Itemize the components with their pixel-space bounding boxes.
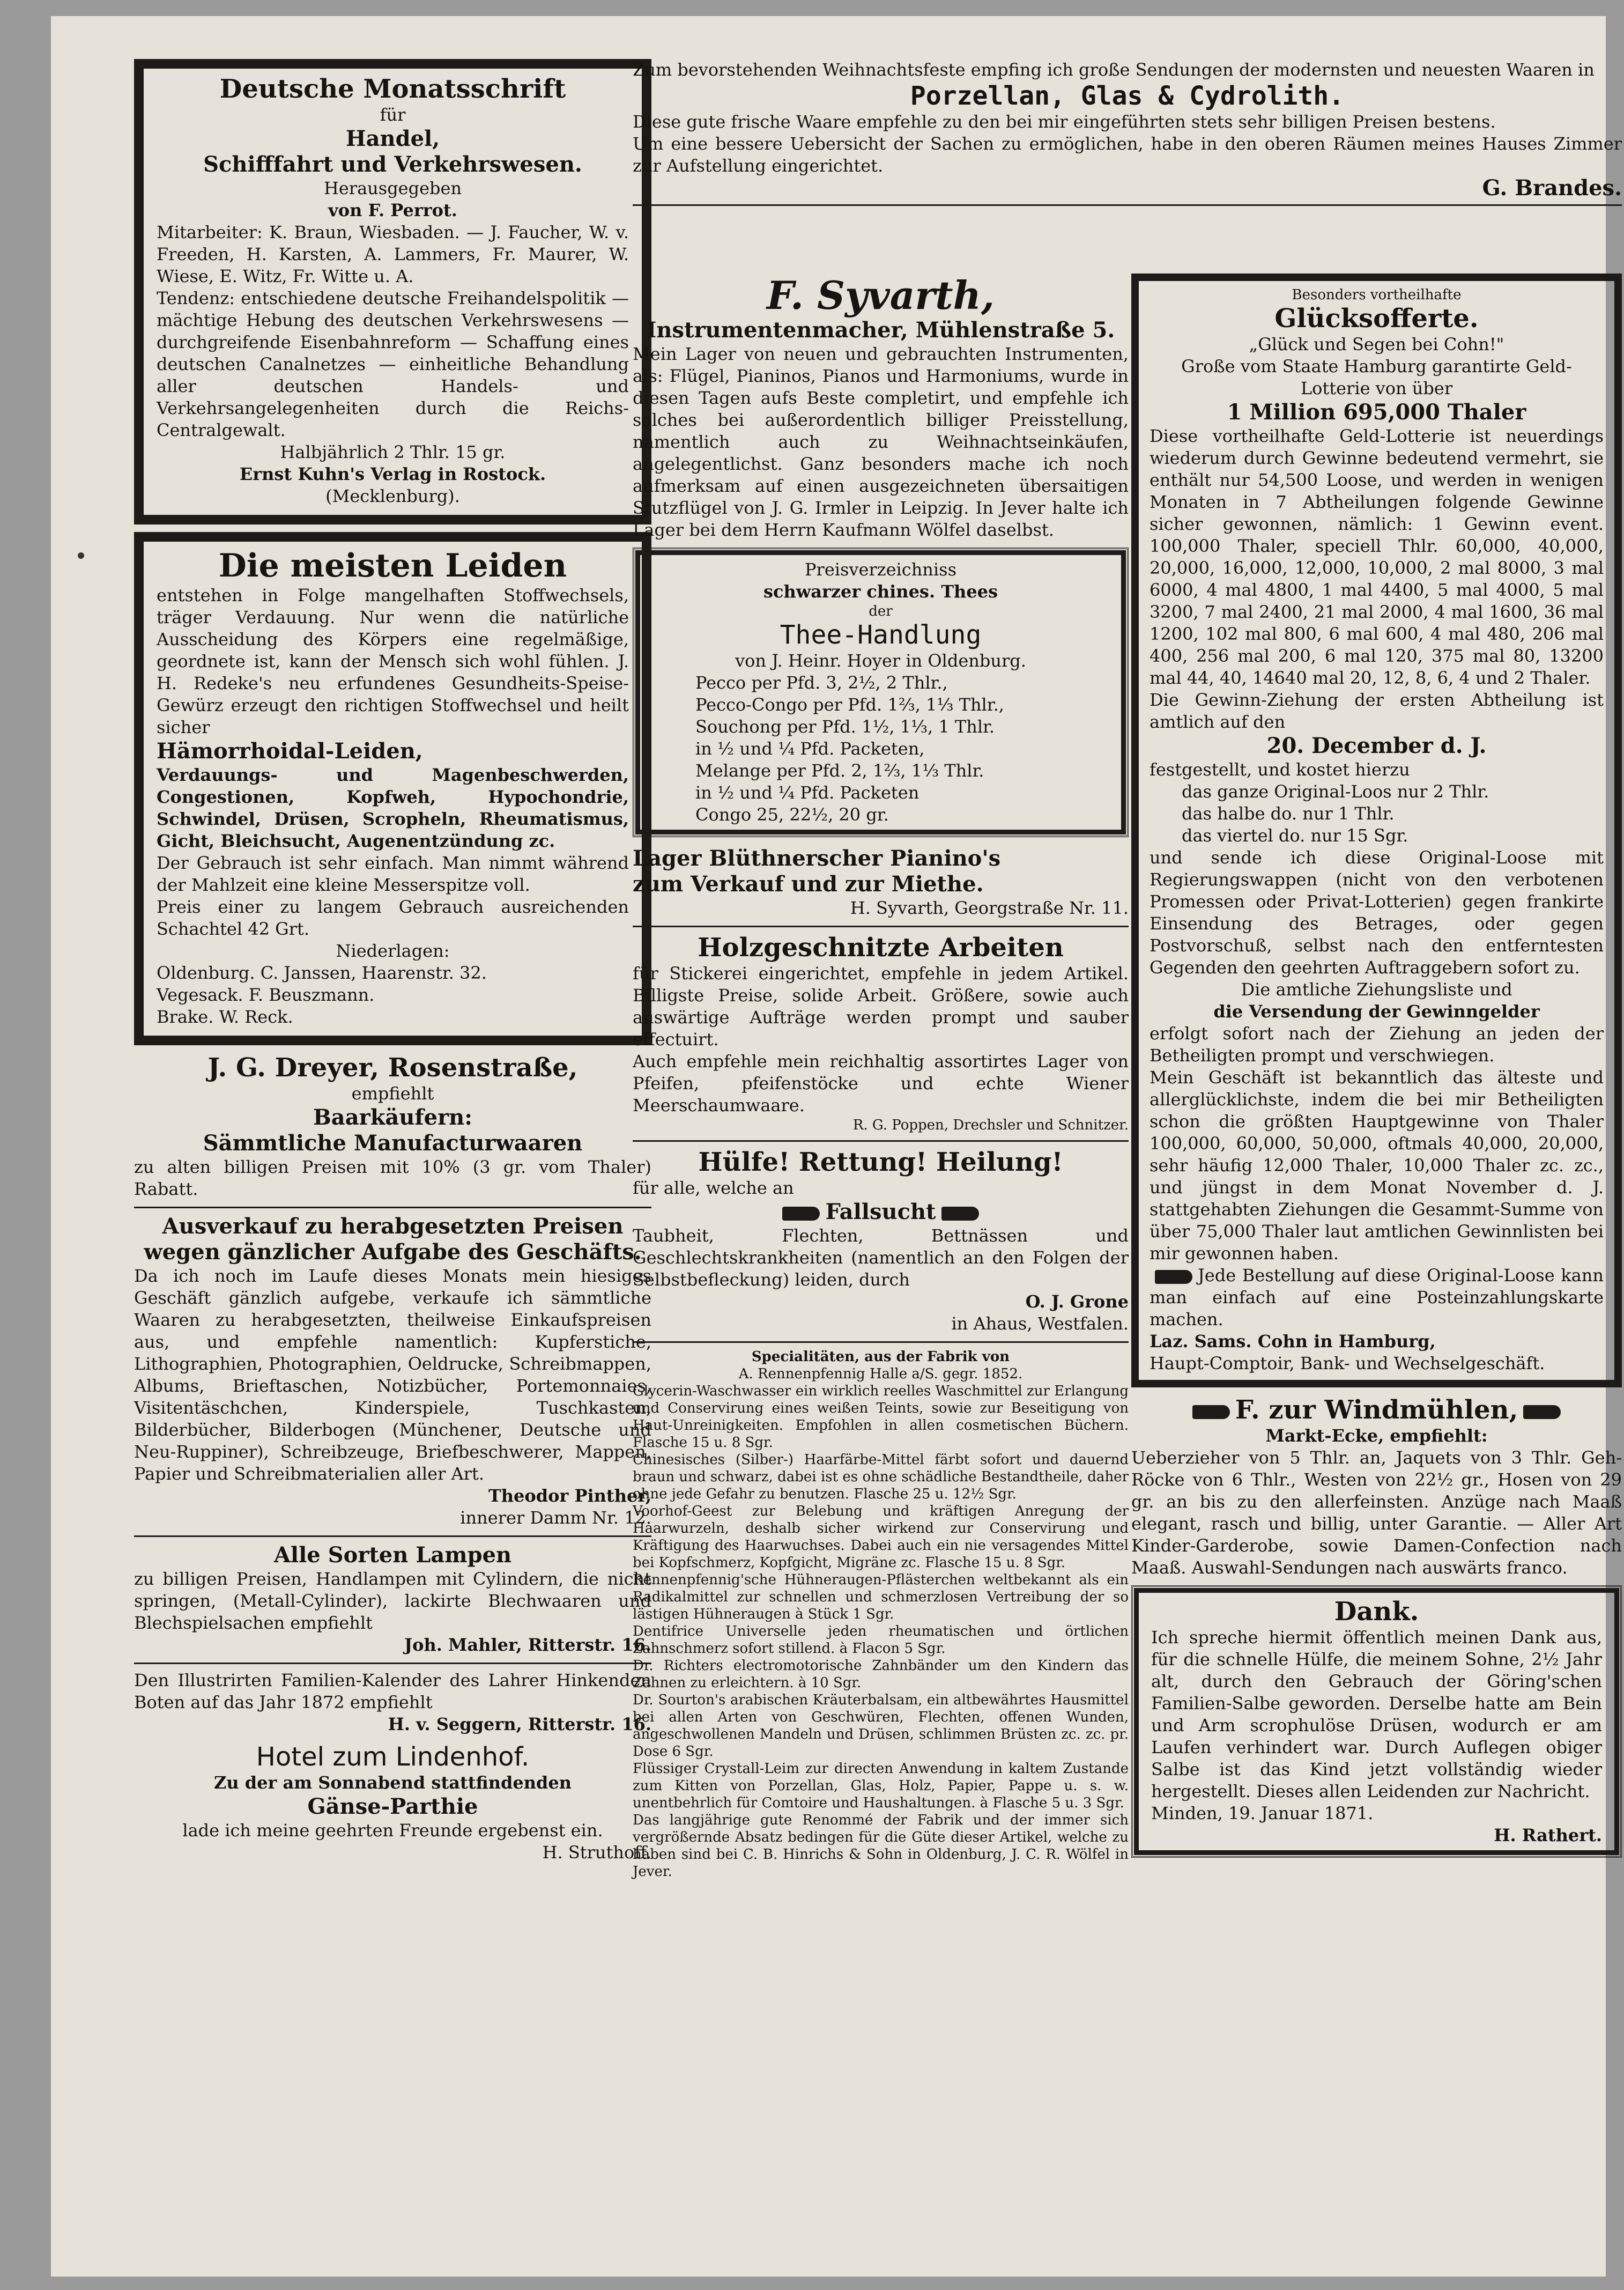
column-middle (633, 274, 1129, 1887)
thee-l3: der (869, 603, 893, 619)
lampen-sign: Joh. Mahler, Ritterstr. 16. (404, 1635, 651, 1655)
special-h1: Specialitäten, aus der Fabrik von (751, 1349, 1010, 1365)
monatsschrift-preis: Halbjährlich 2 Thlr. 15 gr. (280, 442, 506, 462)
thee-l1: Preisverzeichniss (805, 559, 956, 580)
gluecks-t7: erfolgt sofort nach der Ziehung an jeden der Betheiligten prompt und verschwiegen. (1150, 1023, 1604, 1066)
windmuehlen-title: F. zur Windmühlen, (1235, 1395, 1518, 1425)
holz-title: Holzgeschnitzte Arbeiten (698, 933, 1064, 963)
pointing-hand-right-icon (1192, 1405, 1230, 1419)
kalender-text: Den Illustrirten Familien-Kalender des Lahrer Hinkenden Boten auf das Jahr 1872 empfiehlt (134, 1670, 651, 1712)
ad-kalender (134, 1670, 651, 1735)
ad-leiden (134, 532, 651, 1045)
gluecks-date: 20. December d. J. (1266, 733, 1487, 758)
pointing-hand-right-icon (782, 1207, 820, 1221)
ad-dank (1131, 1585, 1622, 1858)
syvarth-text: Mein Lager von neuen und gebrauchten Instrumenten, als: Flügel, Pianinos, Pianos und Harmoniums, wurde in diesen Tagen aufs Beste completirt, und empfehle ich solches bei außerordentlich billiger Preisstellung, namentlich auch zu Weihnachtseinkäufen, angelegentlichst. Ganz besonders mache ich noch aufmerksam auf einen ausgezeichneten übersaitigen Stutzflügel von J. G. Irmler in Leipzig. In Jever halte ich Lager bei dem Herrn Kaufmann Wölfel daselbst. (633, 344, 1129, 540)
ad-ausverkauf (134, 1214, 651, 1529)
ad-huelfe (633, 1147, 1129, 1335)
leiden-n3: Brake. W. Reck. (157, 1007, 293, 1027)
monatsschrift-hg: Herausgegeben (323, 178, 462, 198)
gluecks-t8: Mein Geschäft ist bekanntlich das älteste und allerglücklichste, indem die bei mir Betheiligten schon die größten Hauptgewinne von Thaler 100,000, 60,000, 50,000, oftmals 40,000, 20,000, sehr häufig 12,000 Thaler, 10,000 Thaler zc. zc., und jüngst in dem Monat November d. J. stattgehabten Ziehungen die Gesammt-Summe von über 75,000 Thaler laut amtlichen Gewinnlisten bei mir gewonnen haben. (1150, 1067, 1604, 1264)
gluecks-title: Glücksofferte. (1274, 304, 1479, 334)
monatsschrift-fuer: für (380, 105, 406, 125)
thee-p2: Pecco-Congo per Pfd. 1⅔, 1⅓ Thlr., (695, 695, 1004, 715)
ausverkauf-text: Da ich noch im Laufe dieses Monats mein hiesiges Geschäft gänzlich aufgebe, verkaufe ich sämmtliche Waaren zu herabgesetzten, theilweise Einkaufspreisen aus, und empfehle namentlich: Kupferstiche, Lithographien, Photographien, Oeldrucke, Schreibmappen, Albums, Brieftaschen, Notizbücher, Portemonnaies, Visitentäschchen, Kinderspiele, Tuschkasten, Bilderbücher, Bilderbogen (Münchener, Deutsche und Neu-Ruppiner), Schreibzeuge, Briefbeschwerer, Mappen, Papier und Schreibmaterialien aller Art. (134, 1266, 651, 1484)
syvarth-title: F. Syvarth, (767, 272, 995, 318)
pointing-hand-icon (1155, 1270, 1192, 1284)
rule (633, 204, 1622, 206)
special-foot: Das langjährige gute Renommé der Fabrik und der immer sich vergrößernde Absatz bedingen für die Güte dieser Artikel, welche zu haben sind bei C. B. Hinrichs & Sohn in Oldenburg, J. C. R. Wölfel in Jever. (633, 1812, 1129, 1880)
leiden-text3: Der Gebrauch ist sehr einfach. Man nimmt während der Mahlzeit eine kleine Messerspitze voll. (157, 853, 629, 895)
brandes-big: Porzellan, Glas & Cydrolith. (910, 81, 1345, 111)
special-h2: A. Rennenpfennig Halle a/S. gegr. 1852. (738, 1366, 1023, 1382)
lampen-text: zu billigen Preisen, Handlampen mit Cylindern, die nicht springen, (Metall-Cylinder), lackirte Blechwaaren und Blechspielsachen empfiehlt (134, 1569, 651, 1633)
leiden-text2: Verdauungs- und Magenbeschwerden, Congestionen, Kopfweh, Hypochondrie, Schwindel, Drüsen, Scropheln, Rheumatismus, Gicht, Bleichsucht, Augenentzündung zc. (157, 765, 629, 851)
special-item: Dentifrice Universelle jeden rheumatischen und örtlichen Zahnschmerz sofort stillend. à Flacon 5 Sgr. (633, 1623, 1129, 1657)
leiden-text4: Preis einer zu langem Gebrauch ausreichenden Schachtel 42 Grt. (157, 897, 629, 939)
gluecks-r3: das viertel do. nur 15 Sgr. (1182, 825, 1408, 846)
thee-p3: Souchong per Pfd. 1½, 1⅓, 1 Thlr. (695, 716, 995, 737)
ad-hotel (134, 1742, 651, 1864)
huelfe-title: Hülfe! Rettung! Heilung! (698, 1147, 1063, 1177)
holz-text: für Stickerei eingerichtet, empfehle in jedem Artikel. Billigste Preise, solide Arbeit. Größere, sowie auch auswärtige Aufträge werden prompt und sauber effectuirt. (633, 963, 1129, 1050)
huelfe-l1: für alle, welche an (633, 1178, 794, 1198)
leiden-text1: entstehen in Folge mangelhaften Stoffwechsels, träger Verdauung. Nur wenn die natürliche Ausscheidung des Körpers eine regelmäßige, geordnete ist, kann der Mensch sich wohl fühlen. J. H. Redeke's neu erfundenes Gesundheits-Speise-Gewürz erzeugt den richtigen Stoffwechsel und heilt sicher (157, 585, 629, 737)
ad-thee (633, 548, 1129, 837)
gluecks-t6: die Versendung der Gewinngelder (1213, 1001, 1540, 1022)
gluecks-t4: und sende ich diese Original-Loose mit Regierungswappen (nicht von den verbotenen Promessen oder Privat-Lotterien) gegen frankirte Einsendung des Betrages, oder gegen Postvorschuß, selbst nach den entferntesten Gegenden den geehrten Auftraggebern sofort zu. (1150, 847, 1604, 978)
bluethner-l2: zum Verkauf und zur Miethe. (633, 871, 984, 897)
special-item: Glycerin-Waschwasser ein wirklich reelles Waschmittel zur Erlangung und Conservirung eines weißen Teints, sowie zur Beseitigung von Haut-Unreinigkeiten. Empfohlen in allen cosmetischen Büchern. Flasche 15 u. 8 Sgr. (633, 1383, 1129, 1451)
bluethner-l1: Lager Blüthnerscher Pianino's (633, 846, 1001, 871)
thee-p7: Congo 25, 22½, 20 gr. (695, 804, 889, 825)
monatsschrift-tendenz: Tendenz: entschiedene deutsche Freihandelspolitik — mächtige Hebung des deutschen Verkehrswesens — durchgreifende Eisenbahnreform — Schaffung eines deutschen Canalnetzes — einheitliche Behandlung aller deutschen Handels- und Verkehrsangelegenheiten durch die Reichs-Centralgewalt. (157, 288, 629, 440)
gluecks-t2: Die Gewinn-Ziehung der ersten Abtheilung ist amtlich auf den (1150, 690, 1604, 732)
windmuehlen-text: Ueberzieher von 5 Thlr. an, Jaquets von 3 Thlr. Geh-Röcke von 6 Thlr., Westen von 22½ gr., Hosen von 29 gr. an bis zu den allerfeinsten. Anzüge nach Maaß elegant, rasch und billig, unter Garantie. — Aller Art Kinder-Garderobe, sowie Damen-Confection nach Maaß. Auswahl-Sendungen nach auswärts franco. (1131, 1447, 1622, 1578)
gluecks-l2: „Glück und Segen bei Cohn!" (1249, 334, 1504, 354)
monatsschrift-verlag: Ernst Kuhn's Verlag in Rostock. (239, 464, 546, 484)
hotel-sign: H. Struthoff. (542, 1842, 651, 1863)
huelfe-sign: O. J. Grone (1025, 1291, 1129, 1312)
thee-p6: in ½ und ¼ Pfd. Packeten (695, 782, 919, 803)
gluecks-r1: das ganze Original-Loos nur 2 Thlr. (1182, 781, 1489, 802)
gluecks-t9: Jede Bestellung auf diese Original-Loose kann man einfach auf eine Posteinzahlungskarte machen. (1150, 1265, 1604, 1329)
monatsschrift-line1: Handel, (345, 126, 440, 151)
rule (134, 1663, 651, 1664)
brandes-text1: Zum bevorstehenden Weihnachtsfeste empfing ich große Sendungen der modernsten und neuesten Waaren in (633, 60, 1595, 80)
ad-bluethner (633, 846, 1129, 919)
monatsschrift-title: Deutsche Monatsschrift (219, 74, 566, 104)
dreyer-title: J. G. Dreyer, Rosenstraße, (207, 1053, 578, 1083)
rule (134, 1207, 651, 1208)
ad-dreyer (134, 1053, 651, 1200)
gluecks-l1: Besonders vortheilhafte (1292, 287, 1462, 303)
special-item: Chinesisches (Silber-) Haarfärbe-Mittel färbt sofort und dauernd braun und schwarz, dabei ist es ohne schädliche Bestandtheile, daher ohne jede Gefahr zu benutzen. Flasche 25 u. 12½ Sgr. (633, 1452, 1129, 1502)
ad-special (633, 1348, 1129, 1880)
rule (633, 926, 1129, 927)
monatsschrift-von: von F. Perrot. (328, 200, 457, 220)
bluethner-sign: H. Syvarth, Georgstraße Nr. 11. (850, 898, 1129, 918)
brandes-sign: G. Brandes. (1482, 175, 1622, 201)
thee-title: Thee-Handlung (780, 620, 982, 650)
gluecks-text: Diese vortheilhafte Geld-Lotterie ist neuerdings wiederum durch Gewinne bedeutend vermehrt, sie enthält nur 54,500 Loose, und werden in wenigen Monaten in 7 Abtheilungen folgende Gewinne sicher gewonnen, nämlich: 1 Gewinn event. 100,000 Thaler, speciell Thlr. 60,000, 40,000, 20,000, 16,000, 12,000, 10,000, 2 mal 8000, 3 mal 6000, 4 mal 4800, 1 mal 4400, 5 mal 4000, 5 mal 3200, 7 mal 2400, 21 mal 2000, 4 mal 1600, 36 mal 1200, 102 mal 800, 6 mal 600, 4 mal 480, 206 mal 400, 256 mal 200, 6 mal 120, 375 mal 80, 13200 mal 44, 40, 14640 mal 20, 12, 8, 6, 4 und 2 Thaler. (1150, 426, 1604, 688)
monatsschrift-ort: (Mecklenburg). (325, 486, 460, 506)
special-item: Voorhof-Geest zur Belebung und kräftigen Anregung der Haarwurzeln, deshalb sicher wirkend zur Conservirung und Kräftigung des Haarwuchses. Dabei auch ein nie versagendes Mittel bei Kopfschmerz, Kopfgicht, Migräne zc. Flasche 15 u. 8 Sgr. (633, 1503, 1129, 1571)
dank-sign: H. Rathert. (1494, 1825, 1602, 1845)
dreyer-manu: Sämmtliche Manufacturwaaren (203, 1131, 583, 1156)
leiden-n2: Vegesack. F. Beuszmann. (157, 985, 375, 1005)
thee-p4: in ½ und ¼ Pfd. Packeten, (695, 738, 925, 759)
page-mark-dot (78, 552, 84, 559)
huelfe-l2: Fallsucht (825, 1199, 936, 1224)
leiden-haemorrhoidal: Hämorrhoidal-Leiden, (157, 738, 423, 764)
rule (134, 1535, 651, 1537)
holz-text2: Auch empfehle mein reichhaltig assortirtes Lager von Pfeifen, pfeifenstöcke und echte Wiener Meerschaumwaare. (633, 1051, 1129, 1116)
ad-gluecks (1131, 274, 1622, 1387)
special-item: Rennenpfennig'sche Hühneraugen-Pflästerchen weltbekannt als ein Radikalmittel zur schnellen und schmerzlosen Vertreibung der so lästigen Hühneraugen à Stück 1 Sgr. (633, 1572, 1129, 1622)
gluecks-t3: festgestellt, und kostet hierzu (1150, 759, 1410, 780)
kalender-sign: H. v. Seggern, Ritterstr. 16. (388, 1714, 651, 1734)
leiden-niederlagen: Niederlagen: (336, 941, 450, 961)
rule (633, 1140, 1129, 1142)
column-left (134, 59, 651, 1870)
dank-text: Ich spreche hiermit öffentlich meinen Dank aus, für die schnelle Hülfe, die meinem Sohne, 2½ Jahr alt, durch den Gebrauch der Göring'schen Familien-Salbe geworden. Derselbe hatte am Bein und Arm scrophulöse Drüsen, wodurch er am Laufen verhindert war. Durch Auflegen obiger Salbe ist das Kind jetzt vollständig wieder hergestellt. Dieses allen Leidenden zur Nachricht. (1151, 1627, 1602, 1801)
newspaper-page (51, 16, 1622, 2277)
leiden-n1: Oldenburg. C. Janssen, Haarenstr. 32. (157, 963, 487, 983)
monatsschrift-line2: Schifffahrt und Verkehrswesen. (203, 152, 582, 177)
special-item: Flüssiger Crystall-Leim zur directen Anwendung in kaltem Zustande zum Kitten von Porzellan, Glas, Holz, Papier, Pappe u. s. w. unentbehrlich für Comtoire und Haushaltungen. à Flasche 5 u. 3 Sgr. (633, 1761, 1129, 1811)
ad-syvarth (633, 274, 1129, 541)
gluecks-sign: Laz. Sams. Cohn in Hamburg, (1150, 1331, 1436, 1351)
syvarth-sub: Instrumentenmacher, Mühlenstraße 5. (646, 317, 1115, 343)
huelfe-ort: in Ahaus, Westfalen. (951, 1313, 1129, 1334)
ausverkauf-sign: Theodor Pinther, (488, 1486, 651, 1506)
brandes-text2: Diese gute frische Waare empfehle zu den bei mir eingeführten stets sehr billigen Preisen bestens. (633, 112, 1496, 132)
ausverkauf-title: Ausverkauf zu herabgesetzten Preisen wegen gänzlicher Aufgabe des Geschäfts. (144, 1214, 642, 1265)
thee-von: von J. Heinr. Hoyer in Oldenburg. (735, 651, 1026, 671)
pointing-hand-left-icon (1523, 1405, 1561, 1419)
dreyer-text: zu alten billigen Preisen mit 10% (3 gr. vom Thaler) Rabatt. (134, 1157, 651, 1199)
lampen-title: Alle Sorten Lampen (273, 1542, 512, 1568)
leiden-title: Die meisten Leiden (218, 547, 567, 585)
ad-monatsschrift (134, 59, 651, 525)
rule (633, 1341, 1129, 1343)
thee-p1: Pecco per Pfd. 3, 2½, 2 Thlr., (695, 673, 948, 693)
ad-windmuehlen (1131, 1395, 1622, 1579)
holz-sign: R. G. Poppen, Drechsler und Schnitzer. (852, 1117, 1129, 1133)
dreyer-baar: Baarkäufern: (313, 1105, 472, 1130)
pointing-hand-left-icon (941, 1207, 979, 1221)
hotel-title: Hotel zum Lindenhof. (256, 1742, 530, 1772)
dank-title: Dank. (1334, 1597, 1419, 1627)
ad-brandes (633, 59, 1622, 211)
hotel-l3: lade ich meine geehrten Freunde ergebenst ein. (182, 1820, 603, 1841)
thee-l2: schwarzer chines. Thees (763, 581, 998, 602)
dank-date: Minden, 19. Januar 1871. (1151, 1803, 1374, 1823)
dreyer-empf: empfiehlt (351, 1083, 434, 1104)
ausverkauf-addr: innerer Damm Nr. 12. (460, 1508, 651, 1528)
hotel-l1: Zu der am Sonnabend stattfindenden (213, 1772, 572, 1793)
monatsschrift-mitarbeiter: Mitarbeiter: K. Braun, Wiesbaden. — J. Faucher, W. v. Freeden, H. Karsten, A. Lammers, Fr. Maurer, W. Wiese, E. Witz, Fr. Witte u. A. (157, 222, 629, 286)
brandes-text3: Um eine bessere Uebersicht der Sachen zu ermöglichen, habe in den oberen Räumen meines Hauses Zimmer zur Aufstellung eingerichtet. (633, 134, 1622, 176)
gluecks-l3: Große vom Staate Hamburg garantirte Geld-Lotterie von über (1181, 356, 1572, 398)
gluecks-r2: das halbe do. nur 1 Thlr. (1182, 803, 1395, 824)
huelfe-text: Taubheit, Flechten, Bettnässen und Geschlechtskrankheiten (namentlich an den Folgen der Selbstbefleckung) leiden, durch (633, 1225, 1129, 1290)
special-item: Dr. Richters electromotorische Zahnbänder um den Kindern das Zahnen zu erleichtern. à 10 Sgr. (633, 1658, 1129, 1691)
gluecks-big: 1 Million 695,000 Thaler (1227, 400, 1526, 425)
thee-p5: Melange per Pfd. 2, 1⅔, 1⅓ Thlr. (695, 760, 984, 781)
hotel-l2: Gänse-Parthie (307, 1794, 478, 1819)
ad-lampen (134, 1542, 651, 1656)
windmuehlen-sub: Markt-Ecke, empfiehlt: (1265, 1425, 1488, 1446)
ad-holz (633, 933, 1129, 1134)
gluecks-sign2: Haupt-Comptoir, Bank- und Wechselgeschäft. (1150, 1353, 1545, 1373)
column-right (1131, 274, 1622, 1866)
special-item: Dr. Sourton's arabischen Kräuterbalsam, ein altbewährtes Hausmittel bei allen Arten von Geschwüren, Flechten, offenen Wunden, angeschwollenen Mandeln und Drüsen, schlimmen Brüsten zc. zc. pr. Dose 6 Sgr. (633, 1692, 1129, 1760)
gluecks-t5: Die amtliche Ziehungsliste und (1241, 979, 1512, 1000)
